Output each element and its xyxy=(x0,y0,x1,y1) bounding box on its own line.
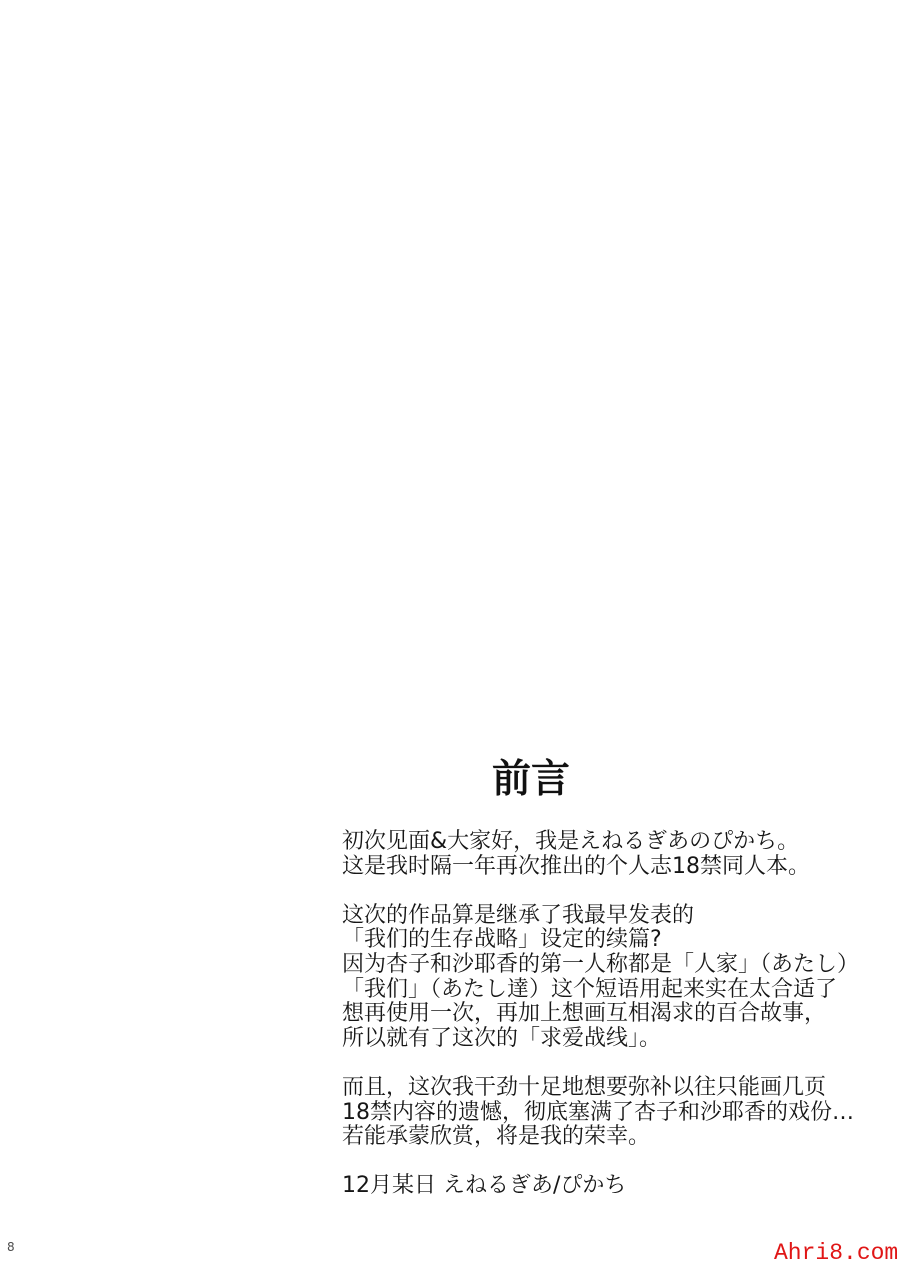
text-line: 想再使用一次，再加上想画互相渴求的百合故事， xyxy=(342,1001,827,1027)
text-line: 所以就有了这次的「求爱战线」。 xyxy=(342,1025,662,1051)
text-line: 因为杏子和沙耶香的第一人称都是「人家」（あたし） xyxy=(342,951,860,977)
text-line: 12月某日 えねるぎあ/ぴかち xyxy=(342,1173,627,1199)
text-line: 「我们的生存战略」设定的续篇? xyxy=(342,927,662,953)
page-title: 前言 xyxy=(492,757,571,802)
watermark-text: Ahri8.com xyxy=(774,1240,899,1266)
paragraph xyxy=(342,904,900,1052)
page-number: 8 xyxy=(7,1240,15,1254)
text-line: 初次见面&大家好，我是えねるぎあのぴかち。 xyxy=(342,829,800,854)
text-line: 若能承蒙欣赏，将是我的荣幸。 xyxy=(342,1124,651,1150)
text-line: 18禁内容的遗憾，彻底塞满了杏子和沙耶香的戏份… xyxy=(342,1099,854,1125)
text-line: 这是我时隔一年再次推出的个人志18禁同人本。 xyxy=(342,853,810,879)
preface-text-block xyxy=(342,830,900,1224)
paragraph xyxy=(342,1174,900,1199)
text-line: 而且，这次我干劲十足地想要弥补以往只能画几页 xyxy=(342,1074,827,1100)
paragraph xyxy=(342,1076,900,1150)
paragraph xyxy=(342,830,900,879)
text-line: 这次的作品算是继承了我最早发表的 xyxy=(342,902,695,928)
text-line: 「我们」（あたし達）这个短语用起来实在太合适了 xyxy=(342,976,838,1002)
